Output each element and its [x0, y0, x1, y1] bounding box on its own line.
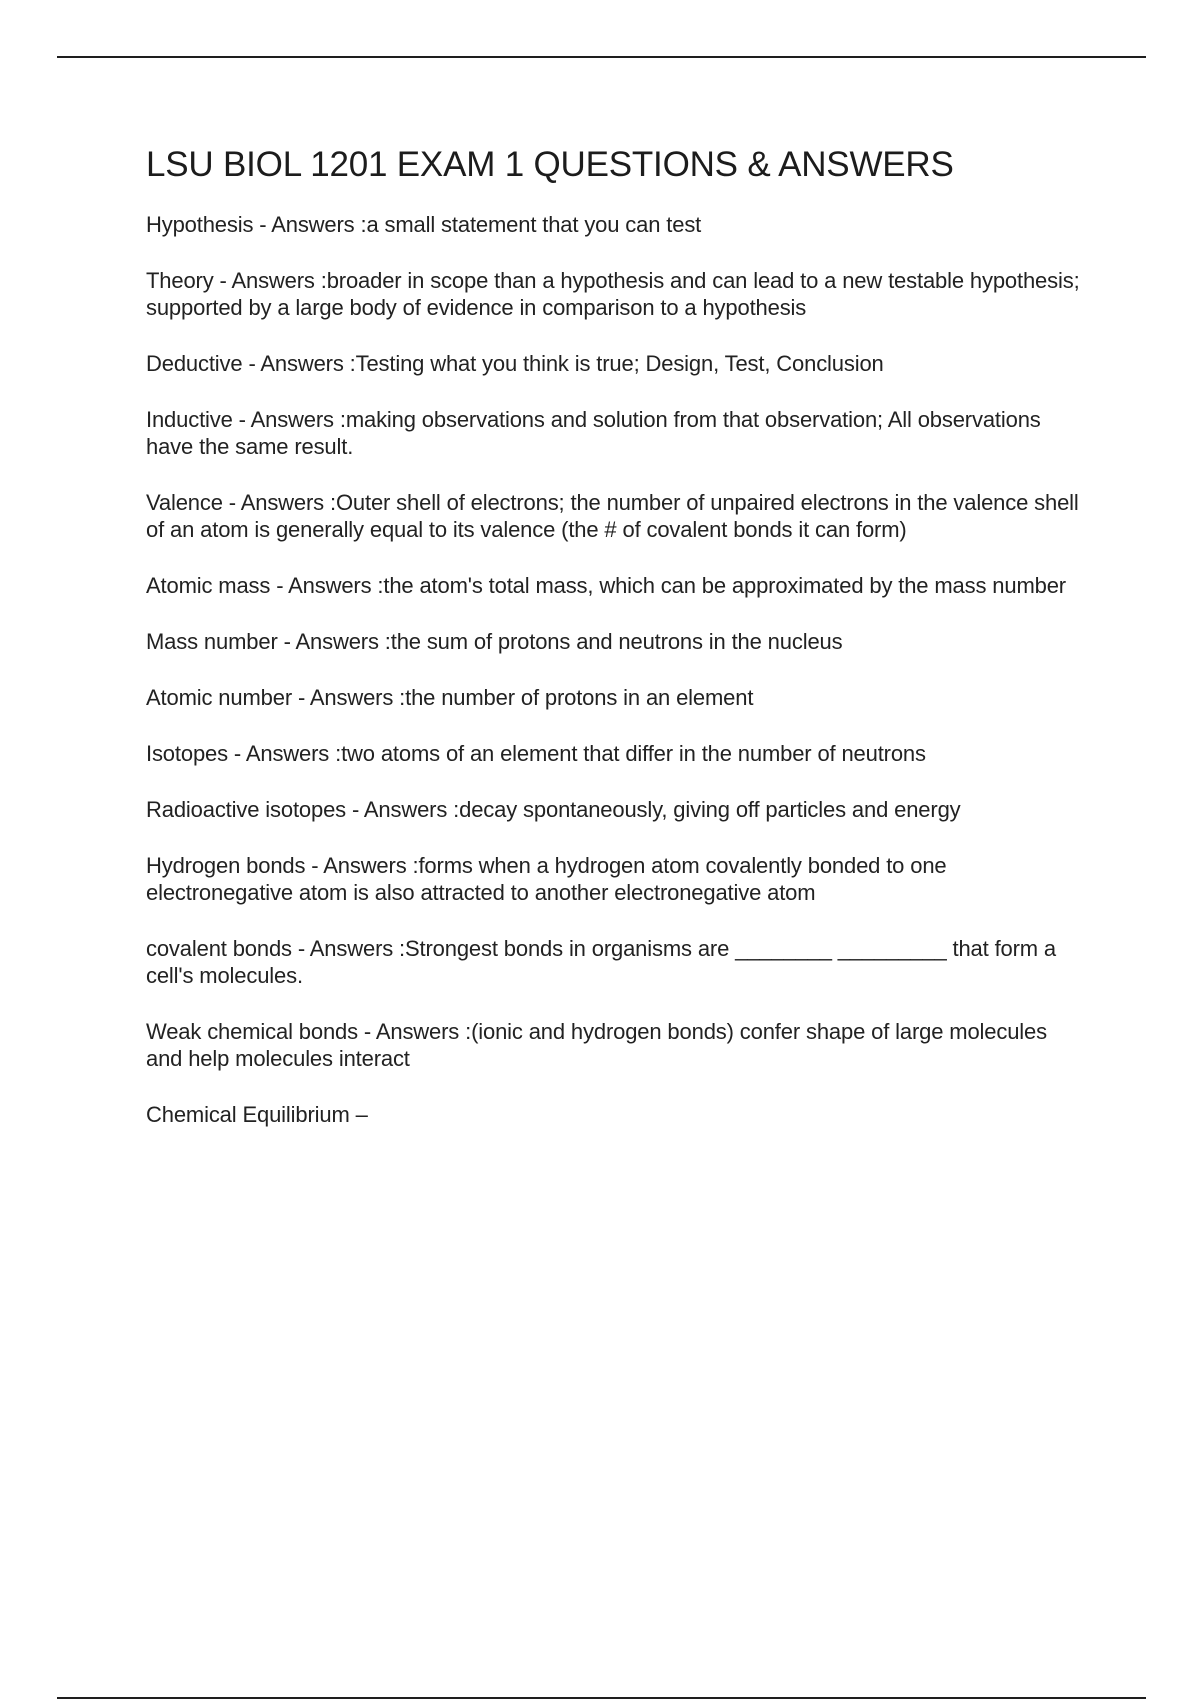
entry-isotopes: Isotopes - Answers :two atoms of an element that differ in the number of neutrons: [146, 741, 926, 766]
footer-rule: [57, 1697, 1146, 1699]
entry-atomic-number: Atomic number - Answers :the number of protons in an element: [146, 685, 754, 710]
entry-atomic-mass: Atomic mass - Answers :the atom's total mass, which can be approximated by the mass number: [146, 573, 1066, 598]
entry-hydrogen-bonds: Hydrogen bonds - Answers :forms when a hydrogen atom covalently bonded to one electronegative atom is also attracted to another electronegative atom: [146, 853, 947, 905]
entry-radioactive-isotopes: Radioactive isotopes - Answers :decay spontaneously, giving off particles and energy: [146, 797, 961, 822]
entry-theory: Theory - Answers :broader in scope than a hypothesis and can lead to a new testable hypothesis; supported by a large body of evidence in comparison to a hypothesis: [146, 268, 1080, 320]
entry-hypothesis: Hypothesis - Answers :a small statement that you can test: [146, 212, 702, 237]
entry-mass-number: Mass number - Answers :the sum of protons and neutrons in the nucleus: [146, 629, 843, 654]
entry-inductive: Inductive - Answers :making observations and solution from that observation; All observations have the same result.: [146, 407, 1041, 459]
entry-covalent-bonds: covalent bonds - Answers :Strongest bonds in organisms are ________ _________ that form a cell's molecules.: [146, 936, 1057, 988]
entry-valence: Valence - Answers :Outer shell of electrons; the number of unpaired electrons in the valence shell of an atom is generally equal to its valence (the # of covalent bonds it can form): [146, 490, 1079, 542]
entry-deductive: Deductive - Answers :Testing what you think is true; Design, Test, Conclusion: [146, 351, 884, 376]
entry-chemical-equilibrium: Chemical Equilibrium –: [146, 1102, 368, 1127]
header-rule: [57, 56, 1146, 58]
document-body: [146, 143, 1086, 1157]
entry-weak-chemical-bonds: Weak chemical bonds - Answers :(ionic and hydrogen bonds) confer shape of large molecules and help molecules interact: [146, 1019, 1047, 1071]
page-title: LSU BIOL 1201 EXAM 1 QUESTIONS & ANSWERS: [146, 145, 954, 184]
